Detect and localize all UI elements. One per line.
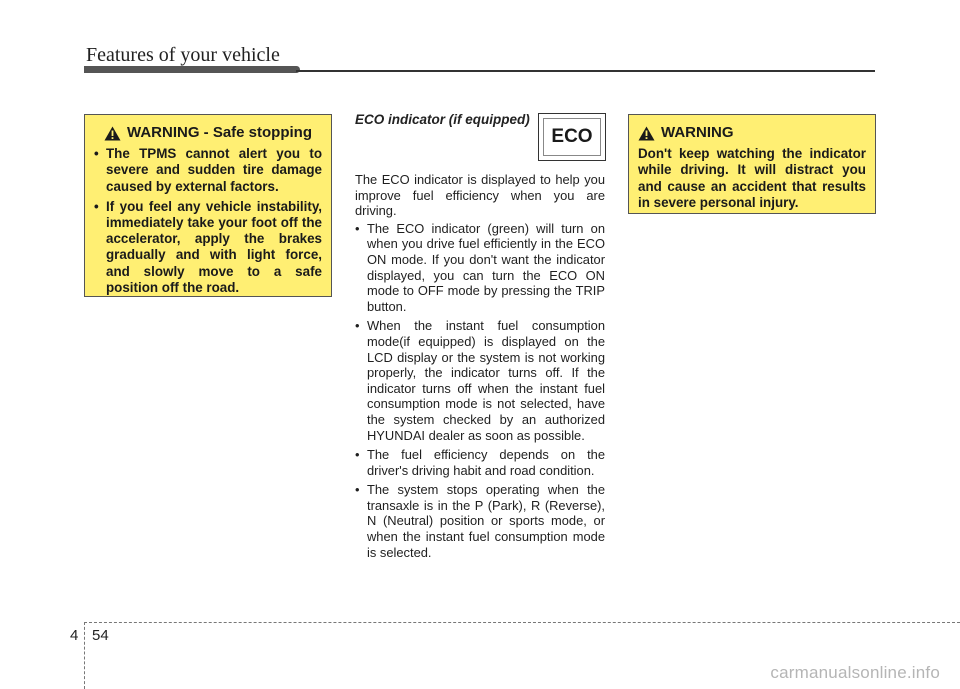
header-rule <box>296 70 875 72</box>
header-bar <box>84 66 300 73</box>
watermark: carmanualsonline.info <box>770 663 940 682</box>
warning-list <box>94 146 322 296</box>
footer-divider <box>84 622 85 689</box>
warning-subtitle: - Safe stopping <box>199 124 312 141</box>
section-title: ECO indicator (if equipped) <box>355 112 530 127</box>
warning-title: WARNING <box>661 124 734 141</box>
chapter-number: 4 <box>70 627 79 644</box>
warning-header <box>638 125 866 141</box>
section-body <box>355 172 605 564</box>
page-header-title: Features of your vehicle <box>86 44 280 66</box>
eco-indicator-icon <box>538 113 606 161</box>
warning-box-safe-stopping <box>84 114 332 297</box>
list-item: • The system stops operating when the transaxle is in the P (Park), R (Reverse), N (Neutral) position or sports mode, or when the instant fuel consumption mode is selected. <box>355 482 605 560</box>
list-item: • The TPMS cannot alert you to severe and sudden tire damage caused by external factors. <box>94 146 322 195</box>
warning-triangle-icon <box>638 126 655 141</box>
warning-header <box>94 125 322 141</box>
page-number: 54 <box>92 627 109 644</box>
warning-body: Don't keep watching the indicator while driving. It will distract you and cause an accident that results in severe personal injury. <box>638 146 866 210</box>
list-item: • The fuel efficiency depends on the driver's driving habit and road condition. <box>355 447 605 478</box>
footer-rule <box>84 622 960 623</box>
warning-triangle-icon <box>104 126 121 141</box>
section-intro: The ECO indicator is displayed to help you improve fuel efficiency when you are driving. <box>355 172 605 219</box>
eco-label: ECO <box>543 118 601 156</box>
warning-box-indicator <box>628 114 876 214</box>
section-bullets <box>355 221 605 560</box>
warning-title: WARNING <box>127 124 200 141</box>
list-item: • If you feel any vehicle instability, immediately take your foot off the accelerator, apply the brakes gradually and with light force, and slowly move to a safe position off the road. <box>94 199 322 296</box>
list-item: • When the instant fuel consumption mode(if equipped) is displayed on the LCD display or the system is not working properly, the indicator turns off. If the indicator turns off when the instant fuel consumption mode is not selected, have the system checked by an authorized HYUNDAI dealer as soon as possible. <box>355 318 605 443</box>
list-item: • The ECO indicator (green) will turn on when you drive fuel efficiently in the ECO ON mode. If you don't want the indicator displayed, you can turn the ECO ON mode to OFF mode by pressing the TRIP button. <box>355 221 605 315</box>
